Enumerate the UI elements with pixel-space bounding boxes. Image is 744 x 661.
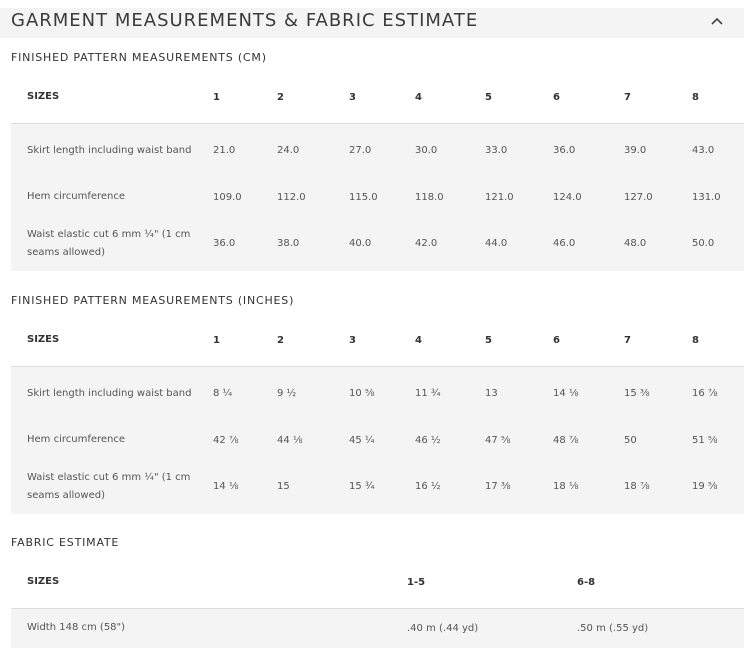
table-header-cell: 4 bbox=[415, 315, 485, 366]
table-cell: 39.0 bbox=[624, 145, 647, 157]
table-cell: 15 ¾ bbox=[349, 481, 375, 492]
table-header-cell: 7 bbox=[624, 315, 692, 366]
table-cell: 19 ⅝ bbox=[692, 481, 718, 492]
row-label: Hem circumference bbox=[27, 191, 126, 202]
table-header-cell: 8 bbox=[692, 315, 744, 366]
table-header-cell: 4 bbox=[415, 72, 485, 123]
table-cell: 38.0 bbox=[277, 238, 300, 249]
table-cell: 109.0 bbox=[213, 191, 242, 203]
fabric-section-title: FABRIC ESTIMATE bbox=[11, 536, 120, 549]
fabric-estimate-table bbox=[11, 557, 744, 648]
table-header-cell: 1 bbox=[213, 72, 277, 123]
table-cell: 36.0 bbox=[553, 145, 576, 157]
table-cell: 44 ⅛ bbox=[277, 434, 303, 446]
chevron-up-icon[interactable] bbox=[711, 17, 723, 25]
table-cell: 15 bbox=[277, 481, 290, 492]
table-header-cell: 7 bbox=[624, 72, 692, 123]
table-cell: 17 ⅜ bbox=[485, 481, 511, 492]
table-cell: 21.0 bbox=[213, 145, 236, 157]
table-header-cell: 2 bbox=[277, 315, 349, 366]
table-header-cell: 8 bbox=[692, 72, 744, 123]
row-label: Skirt length including waist band bbox=[27, 387, 192, 399]
cm-measurements-table bbox=[11, 72, 744, 271]
table-header-cell: 1 bbox=[213, 315, 277, 366]
row-label: Skirt length including waist band bbox=[27, 144, 192, 156]
table-cell: 16 ½ bbox=[415, 481, 441, 492]
table-cell: 13 bbox=[485, 388, 498, 400]
row-label: Waist elastic cut 6 mm ¼" (1 cm seams allowed) bbox=[27, 228, 191, 258]
table-cell: 46 ½ bbox=[415, 434, 441, 446]
table-cell: 131.0 bbox=[692, 191, 721, 203]
table-cell: 51 ⅝ bbox=[692, 434, 718, 446]
row-label: Waist elastic cut 6 mm ¼" (1 cm seams allowed) bbox=[27, 471, 191, 501]
table-cell: 50.0 bbox=[692, 238, 715, 249]
table-cell: 47 ⅝ bbox=[485, 434, 511, 446]
table-cell: 45 ¼ bbox=[349, 434, 375, 446]
table-header-cell: 5 bbox=[485, 72, 553, 123]
table-cell: 18 ⅞ bbox=[624, 481, 650, 492]
table-header-cell: 5 bbox=[485, 315, 553, 366]
table-cell: 124.0 bbox=[553, 191, 582, 203]
table-cell: 33.0 bbox=[485, 145, 508, 157]
table-cell: 48.0 bbox=[624, 238, 647, 249]
table-row bbox=[11, 216, 744, 271]
inch-section-title: FINISHED PATTERN MEASUREMENTS (INCHES) bbox=[11, 294, 295, 307]
table-cell: 127.0 bbox=[624, 191, 653, 203]
table-header-cell: 6-8 bbox=[577, 557, 744, 608]
table-header-cell: SIZES bbox=[11, 557, 407, 608]
table-header-row bbox=[11, 557, 744, 608]
table-row bbox=[11, 178, 744, 216]
table-cell: 112.0 bbox=[277, 191, 306, 203]
table-cell: 8 ¼ bbox=[213, 388, 233, 400]
table-cell: 11 ¾ bbox=[415, 388, 441, 400]
table-header-cell: SIZES bbox=[11, 72, 213, 123]
table-cell: 30.0 bbox=[415, 145, 438, 157]
table-cell: 43.0 bbox=[692, 145, 715, 157]
table-cell: 18 ⅛ bbox=[553, 481, 579, 492]
table-cell: 118.0 bbox=[415, 191, 444, 203]
table-cell: 40.0 bbox=[349, 238, 372, 249]
page-title: GARMENT MEASUREMENTS & FABRIC ESTIMATE bbox=[11, 10, 479, 31]
table-cell: 50 bbox=[624, 434, 637, 446]
table-header-cell: 6 bbox=[553, 315, 624, 366]
table-row bbox=[11, 421, 744, 459]
table-cell: .40 m (.44 yd) bbox=[407, 622, 479, 634]
table-header-row bbox=[11, 315, 744, 366]
table-cell: 27.0 bbox=[349, 145, 372, 157]
table-row bbox=[11, 459, 744, 514]
table-header-cell: 3 bbox=[349, 315, 415, 366]
table-header-cell: 1-5 bbox=[407, 557, 577, 608]
table-cell: 24.0 bbox=[277, 145, 300, 157]
table-row bbox=[11, 123, 744, 178]
table-cell: 9 ½ bbox=[277, 388, 297, 400]
table-header-cell: 2 bbox=[277, 72, 349, 123]
table-header-row bbox=[11, 72, 744, 123]
table-cell: 14 ⅛ bbox=[553, 388, 579, 400]
table-cell: .50 m (.55 yd) bbox=[577, 622, 649, 634]
table-header-cell: 3 bbox=[349, 72, 415, 123]
table-cell: 15 ⅜ bbox=[624, 388, 650, 400]
inch-measurements-table bbox=[11, 315, 744, 514]
table-cell: 46.0 bbox=[553, 238, 576, 249]
table-cell: 44.0 bbox=[485, 238, 508, 249]
row-label: Hem circumference bbox=[27, 434, 126, 445]
table-cell: 115.0 bbox=[349, 191, 378, 203]
table-cell: 48 ⅞ bbox=[553, 434, 579, 446]
table-cell: 42 ⅞ bbox=[213, 434, 239, 446]
table-cell: 121.0 bbox=[485, 191, 514, 203]
table-cell: 16 ⅞ bbox=[692, 388, 718, 400]
table-header-cell: 6 bbox=[553, 72, 624, 123]
table-cell: 42.0 bbox=[415, 238, 438, 249]
table-row bbox=[11, 366, 744, 421]
table-cell: 14 ⅛ bbox=[213, 481, 239, 492]
table-row bbox=[11, 608, 744, 648]
table-header-cell: SIZES bbox=[11, 315, 213, 366]
table-cell: 10 ⅝ bbox=[349, 388, 375, 400]
table-cell: 36.0 bbox=[213, 238, 236, 249]
row-label: Width 148 cm (58") bbox=[27, 622, 126, 634]
cm-section-title: FINISHED PATTERN MEASUREMENTS (CM) bbox=[11, 51, 267, 64]
